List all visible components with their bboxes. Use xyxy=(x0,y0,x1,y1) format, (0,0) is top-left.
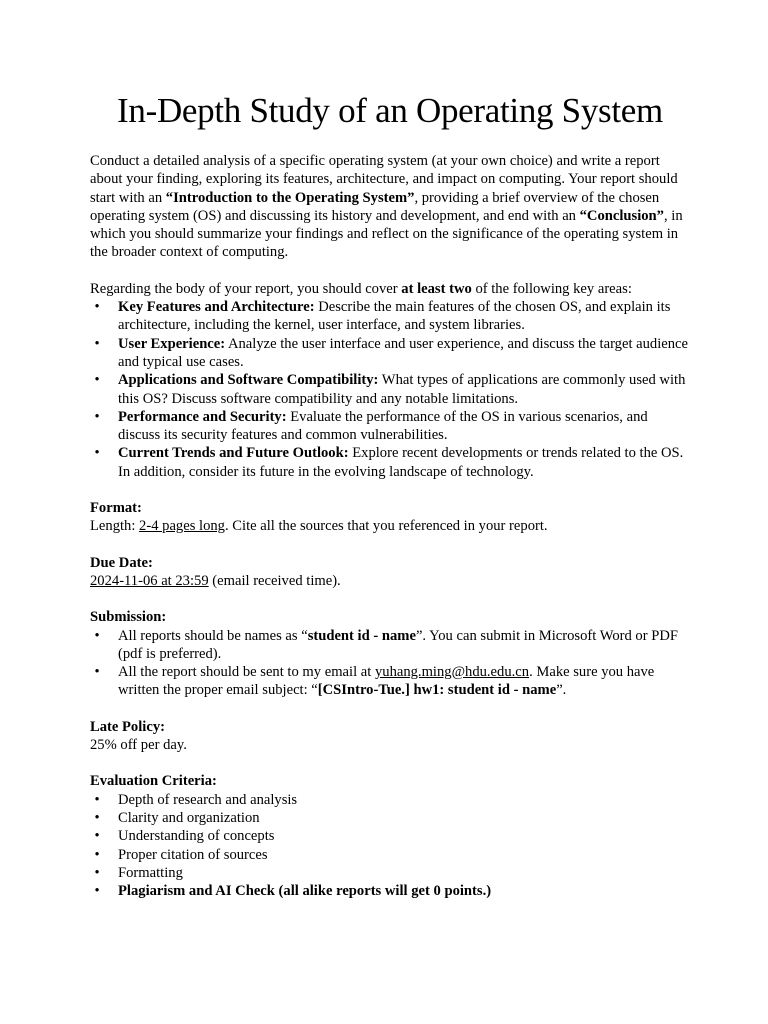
intro-text-1: Conduct a detailed analysis of a specific operating system (at your own choice) and write a report about your finding, exploring its features, architecture, and impact on computing. Your report should start with an xyxy=(90,153,678,206)
submission-bold: student id - name xyxy=(307,627,416,644)
email-link[interactable]: yuhang.ming@hdu.edu.cn xyxy=(374,664,530,681)
submission-list xyxy=(90,627,690,700)
intro-paragraph xyxy=(90,152,690,262)
evaluation-section xyxy=(90,772,690,900)
list-item xyxy=(90,809,690,827)
list-item xyxy=(90,827,690,845)
submission-section xyxy=(90,608,690,699)
bullet-icon: • xyxy=(94,809,100,826)
late-policy-section xyxy=(90,718,690,755)
key-area-label: Key Features and Architecture: xyxy=(118,299,315,316)
late-policy-text: 25% off per day. xyxy=(90,737,187,754)
submission-text: ”. You can submit in Microsoft Word or PDF (pdf is preferred). xyxy=(118,627,678,662)
bullet-icon: • xyxy=(94,664,100,681)
evaluation-heading: Evaluation Criteria: xyxy=(90,773,217,790)
format-section xyxy=(90,499,690,536)
key-area-label: Current Trends and Future Outlook: xyxy=(118,445,349,462)
evaluation-item: Understanding of concepts xyxy=(118,828,275,845)
evaluation-item: Formatting xyxy=(118,864,183,881)
body-intro-text-1: Regarding the body of your report, you should cover xyxy=(90,280,402,297)
intro-text-3: , in which you should summarize your findings and reflect on the significance of the operating system in the broader context of computing. xyxy=(90,207,683,261)
evaluation-item: Depth of research and analysis xyxy=(118,791,298,808)
due-date-heading: Due Date: xyxy=(90,554,153,571)
bullet-icon: • xyxy=(94,372,100,389)
evaluation-list xyxy=(90,791,690,901)
body-intro-bold: at least two xyxy=(401,280,472,297)
late-policy-heading: Late Policy: xyxy=(90,718,165,735)
submission-text: All reports should be names as “ xyxy=(118,627,308,644)
format-line xyxy=(90,517,690,535)
bullet-icon: • xyxy=(94,445,100,462)
intro-text-2: , providing a brief overview of the chosen operating system (OS) and discussing its history and development, and end with an xyxy=(90,189,660,224)
list-item xyxy=(90,846,690,864)
due-date-suffix: (email received time). xyxy=(208,572,341,589)
key-area-text: Analyze the user interface and user experience, and discuss the target audience and typical use cases. xyxy=(118,335,688,370)
key-areas-list xyxy=(90,298,690,481)
list-item xyxy=(90,335,690,372)
list-item xyxy=(90,864,690,882)
list-item xyxy=(90,882,690,900)
submission-heading: Submission: xyxy=(90,609,167,626)
bullet-icon: • xyxy=(94,864,100,881)
list-item xyxy=(90,298,690,335)
bullet-icon: • xyxy=(94,299,100,316)
key-area-text: What types of applications are commonly used with this OS? Discuss software compatibility and any notable limitations. xyxy=(118,372,686,407)
intro-bold-1: “Introduction to the Operating System” xyxy=(165,189,415,206)
due-date-section xyxy=(90,554,690,591)
bullet-icon: • xyxy=(94,846,100,863)
bullet-icon: • xyxy=(94,335,100,352)
evaluation-bold-item: Plagiarism and AI Check (all alike reports will get 0 points.) xyxy=(118,883,492,900)
format-prefix: Length: xyxy=(90,518,140,535)
due-date-line xyxy=(90,572,690,590)
body-intro-paragraph xyxy=(90,280,690,298)
format-heading: Format: xyxy=(90,500,142,517)
list-item xyxy=(90,791,690,809)
bullet-icon: • xyxy=(94,627,100,644)
key-area-label: User Experience: xyxy=(118,335,226,352)
format-suffix: . Cite all the sources that you referenced in your report. xyxy=(224,518,548,535)
evaluation-item: Proper citation of sources xyxy=(118,846,268,863)
due-date-value: 2024-11-06 at 23:59 xyxy=(90,572,209,589)
key-area-label: Performance and Security: xyxy=(118,408,287,425)
list-item xyxy=(90,444,690,481)
list-item xyxy=(90,627,690,664)
list-item xyxy=(90,371,690,408)
intro-bold-2: “Conclusion” xyxy=(579,207,664,224)
bullet-icon: • xyxy=(94,883,100,900)
submission-text: . Make sure you have written the proper email subject: “ xyxy=(118,664,655,699)
key-area-label: Applications and Software Compatibility: xyxy=(118,372,379,389)
body-intro-text-2: of the following key areas: xyxy=(471,280,632,297)
evaluation-item: Clarity and organization xyxy=(118,809,260,826)
bullet-icon: • xyxy=(94,828,100,845)
list-item xyxy=(90,408,690,445)
bullet-icon: • xyxy=(94,791,100,808)
bullet-icon: • xyxy=(94,408,100,425)
document-title: In-Depth Study of an Operating System xyxy=(117,91,663,130)
submission-text: ”. xyxy=(556,682,567,699)
format-length: 2-4 pages long xyxy=(139,518,225,535)
key-area-text: Explore recent developments or trends related to the OS. In addition, consider its future in the evolving landscape of technology. xyxy=(118,445,684,480)
list-item xyxy=(90,663,690,700)
key-area-text: Evaluate the performance of the OS in various scenarios, and discuss its security features and common vulnerabilities. xyxy=(118,408,648,444)
submission-text: All the report should be sent to my email at xyxy=(118,664,375,681)
key-area-text: Describe the main features of the chosen OS, and explain its architecture, including the kernel, user interface, and system libraries. xyxy=(118,299,671,334)
submission-bold: [CSIntro-Tue.] hw1: student id - name xyxy=(317,682,557,699)
document-page xyxy=(90,90,690,918)
